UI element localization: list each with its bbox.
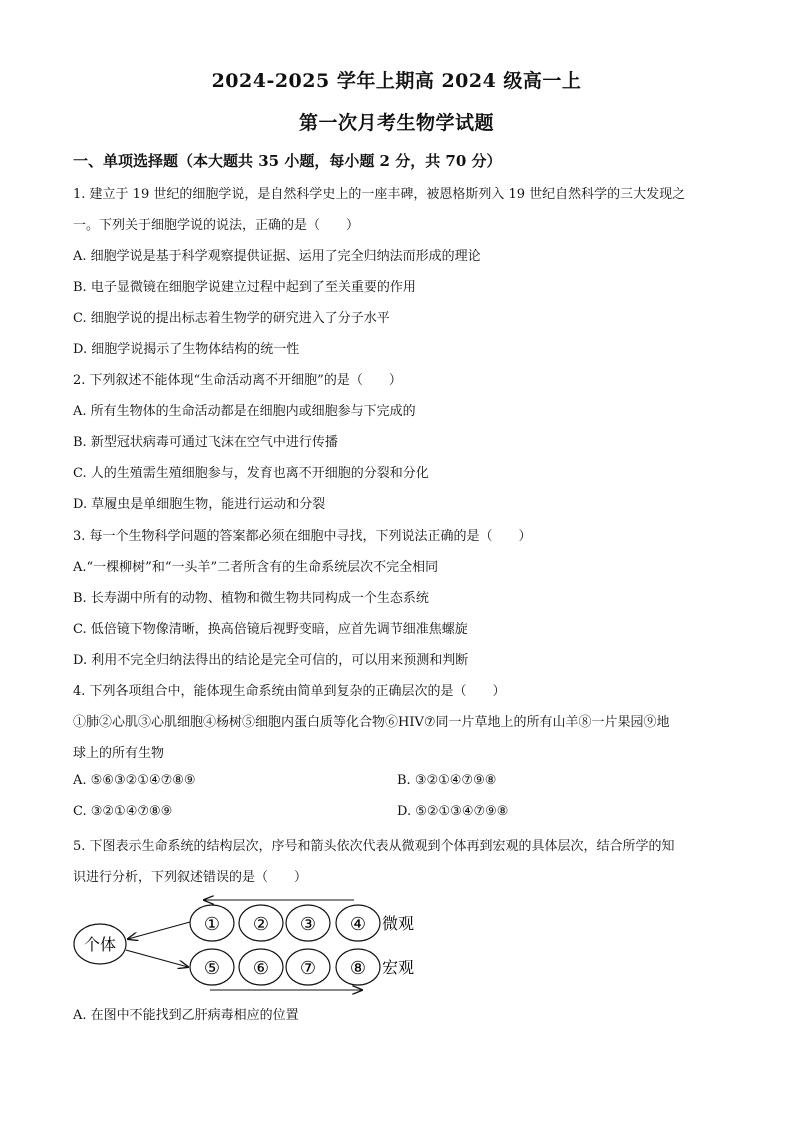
question-4-option-a: A. ⑤⑥③②①④⑦⑧⑨ — [73, 773, 196, 788]
level-3-label: ③ — [299, 914, 317, 935]
question-1-stem-line2: 一。下列关于细胞学说的说法，正确的是（ ） — [73, 218, 360, 233]
exam-title-line1: 2024-2025 学年上期高 2024 级高一上 — [211, 70, 582, 92]
level-1-label: ① — [203, 914, 221, 935]
question-2-option-d: D. 草履虫是单细胞生物，能进行运动和分裂 — [73, 497, 326, 512]
level-4-label: ④ — [349, 914, 367, 935]
question-2-option-b: B. 新型冠状病毒可通过飞沫在空气中进行传播 — [73, 435, 338, 450]
question-4-stem: 4. 下列各项组合中，能体现生命系统由简单到复杂的正确层次的是（ ） — [73, 684, 506, 699]
question-2-option-a: A. 所有生物体的生命活动都是在细胞内或细胞参与下完成的 — [73, 404, 416, 419]
question-1-option-c: C. 细胞学说的提出标志着生物学的研究进入了分子水平 — [73, 311, 390, 326]
arrow-from-individual — [126, 950, 188, 967]
question-3-stem: 3. 每一个生物科学问题的答案都必须在细胞中寻找，下列说法正确的是（ ） — [73, 529, 532, 544]
question-1-option-d: D. 细胞学说揭示了生物体结构的统一性 — [73, 342, 300, 357]
question-3-option-c: C. 低倍镜下物像清晰，换高倍镜后视野变暗，应首先调节细准焦螺旋 — [73, 622, 468, 637]
question-1-option-a: A. 细胞学说是基于科学观察提供证据、运用了完全归纳法而形成的理论 — [73, 249, 481, 264]
macro-label: 宏观 — [382, 958, 415, 977]
question-1-stem-line1: 1. 建立于 19 世纪的细胞学说，是自然科学史上的一座丰碑，被恩格斯列入 19 世纪自然科学的三大发现之 — [73, 187, 686, 202]
section-heading: 一、单项选择题（本大题共 35 小题，每小题 2 分，共 70 分） — [73, 152, 502, 170]
question-5-stem-line2: 识进行分析，下列叙述错误的是（ ） — [73, 870, 308, 885]
level-7-label: ⑦ — [299, 958, 317, 979]
individual-label: 个体 — [83, 935, 117, 954]
arrow-to-individual — [128, 922, 190, 939]
question-2-stem: 2. 下列叙述不能体现“生命活动离不开细胞”的是（ ） — [73, 373, 402, 388]
question-4-items-line2: 球上的所有生物 — [73, 746, 165, 761]
question-4-items-line1: ①肺②心肌③心肌细胞④杨树⑤细胞内蛋白质等化合物⑥HIV⑦同一片草地上的所有山羊⑧一片果园⑨地 — [73, 715, 670, 730]
question-4-option-b: B. ③②①④⑦⑨⑧ — [397, 773, 497, 788]
level-8-label: ⑧ — [349, 958, 367, 979]
question-5-option-a: A. 在图中不能找到乙肝病毒相应的位置 — [73, 1008, 299, 1023]
question-3-option-b: B. 长寿湖中所有的动物、植物和微生物共同构成一个生态系统 — [73, 591, 429, 606]
level-5-label: ⑤ — [203, 958, 221, 979]
question-2-option-c: C. 人的生殖需生殖细胞参与，发育也离不开细胞的分裂和分化 — [73, 466, 429, 481]
exam-title-line2: 第一次月考生物学试题 — [298, 112, 494, 134]
question-4-option-c: C. ③②①④⑦⑧⑨ — [73, 804, 173, 819]
micro-label: 微观 — [382, 914, 415, 933]
question-5-stem-line1: 5. 下图表示生命系统的结构层次，序号和箭头依次代表从微观到个体再到宏观的具体层次，结合所学的知 — [73, 839, 675, 854]
level-6-label: ⑥ — [252, 958, 270, 979]
question-4-option-d: D. ⑤②①③④⑦⑨⑧ — [397, 804, 509, 819]
question-3-option-d: D. 利用不完全归纳法得出的结论是完全可信的，可以用来预测和判断 — [73, 653, 469, 668]
life-system-hierarchy-diagram — [60, 892, 440, 1000]
question-3-option-a: A.“一棵柳树”和“一头羊”二者所含有的生命系统层次不完全相同 — [73, 560, 439, 575]
question-1-option-b: B. 电子显微镜在细胞学说建立过程中起到了至关重要的作用 — [73, 280, 416, 295]
level-2-label: ② — [252, 914, 270, 935]
